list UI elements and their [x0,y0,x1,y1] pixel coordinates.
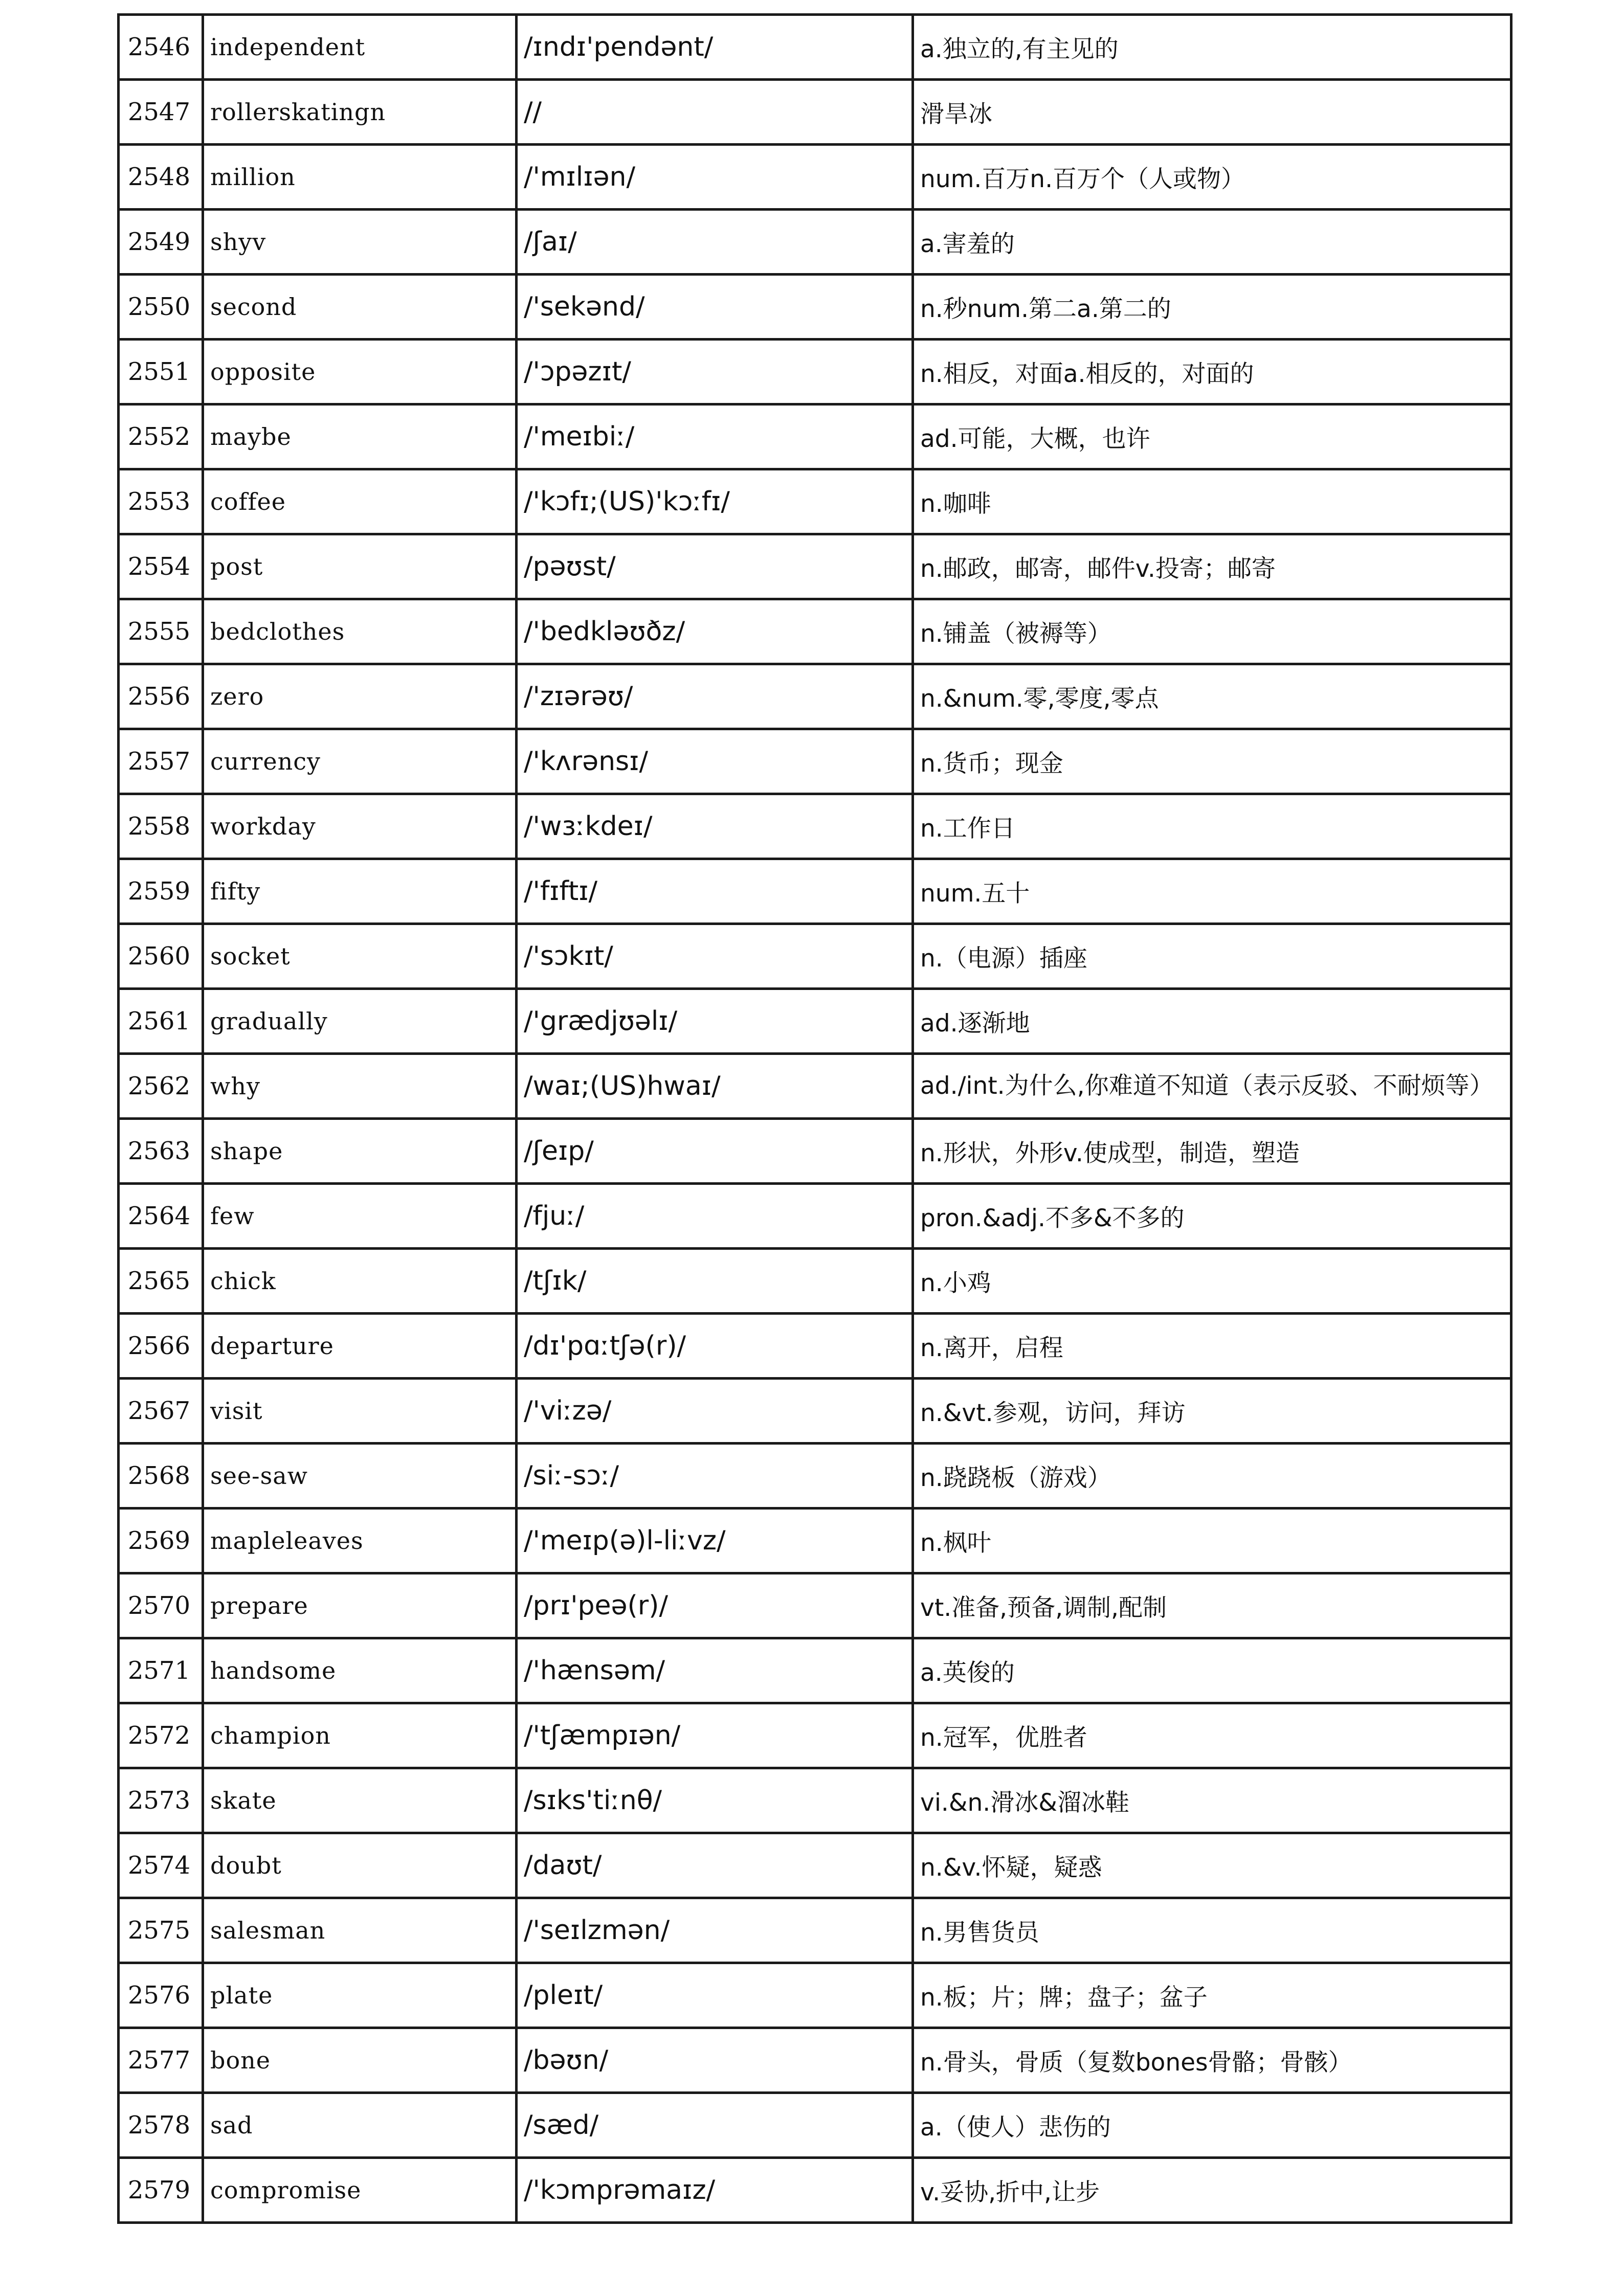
table-row [119,1379,1511,1444]
entry-number: 2568 [119,1444,203,1509]
table-row [119,1638,1511,1703]
table-row [119,534,1511,599]
entry-meaning: a.英俊的 [913,1638,1511,1703]
table-row [119,469,1511,534]
entry-word: departure [203,1314,517,1379]
entry-meaning: n.相反，对面a.相反的，对面的 [913,340,1511,404]
entry-number: 2575 [119,1898,203,1963]
entry-pronunciation: /'ɔpəzɪt/ [517,340,913,404]
table-row [119,859,1511,924]
entry-pronunciation: /sɪks'tiːnθ/ [517,1768,913,1833]
table-row [119,1898,1511,1963]
entry-word: shyv [203,210,517,275]
entry-number: 2562 [119,1054,203,1119]
entry-pronunciation: /ɪndɪ'pendənt/ [517,15,913,80]
entry-meaning: ad.逐渐地 [913,989,1511,1054]
entry-pronunciation: /'zɪərəʊ/ [517,664,913,729]
entry-pronunciation: /daʊt/ [517,1833,913,1898]
entry-word: handsome [203,1638,517,1703]
table-row [119,1314,1511,1379]
entry-word: socket [203,924,517,989]
entry-number: 2570 [119,1573,203,1638]
entry-number: 2577 [119,2028,203,2093]
entry-number: 2574 [119,1833,203,1898]
entry-meaning: n.小鸡 [913,1249,1511,1314]
entry-word: rollerskatingn [203,80,517,145]
entry-meaning: n.铺盖（被褥等） [913,599,1511,664]
entry-number: 2573 [119,1768,203,1833]
entry-pronunciation: /siː-sɔː/ [517,1444,913,1509]
entry-word: mapleleaves [203,1509,517,1573]
table-row [119,794,1511,859]
table-row [119,80,1511,145]
entry-pronunciation: /pleɪt/ [517,1963,913,2028]
table-row [119,2093,1511,2158]
entry-pronunciation: /'seɪlzmən/ [517,1898,913,1963]
entry-pronunciation: /bəʊn/ [517,2028,913,2093]
entry-pronunciation: /'wɜːkdeɪ/ [517,794,913,859]
entry-number: 2563 [119,1119,203,1184]
entry-meaning: n.枫叶 [913,1509,1511,1573]
entry-pronunciation: /'sekənd/ [517,275,913,340]
table-row [119,924,1511,989]
entry-pronunciation: /'mɪlɪən/ [517,145,913,210]
entry-meaning: n.男售货员 [913,1898,1511,1963]
entry-word: coffee [203,469,517,534]
entry-word: skate [203,1768,517,1833]
entry-number: 2565 [119,1249,203,1314]
table-row [119,1054,1511,1119]
table-row [119,275,1511,340]
table-row [119,340,1511,404]
entry-number: 2550 [119,275,203,340]
entry-word: few [203,1184,517,1249]
table-row [119,404,1511,469]
entry-number: 2549 [119,210,203,275]
entry-word: see-saw [203,1444,517,1509]
entry-pronunciation: /'kɔfɪ;(US)'kɔːfɪ/ [517,469,913,534]
entry-number: 2558 [119,794,203,859]
entry-pronunciation: /'meɪp(ə)l-liːvz/ [517,1509,913,1573]
entry-meaning: n.&v.怀疑，疑惑 [913,1833,1511,1898]
entry-word: doubt [203,1833,517,1898]
entry-word: bedclothes [203,599,517,664]
entry-meaning: vi.&n.滑冰&溜冰鞋 [913,1768,1511,1833]
table-row [119,729,1511,794]
entry-number: 2560 [119,924,203,989]
entry-pronunciation: /sæd/ [517,2093,913,2158]
entry-word: champion [203,1703,517,1768]
entry-pronunciation: /ʃaɪ/ [517,210,913,275]
table-row [119,599,1511,664]
entry-word: independent [203,15,517,80]
entry-word: visit [203,1379,517,1444]
table-row [119,1573,1511,1638]
entry-pronunciation: /'kʌrənsɪ/ [517,729,913,794]
entry-number: 2559 [119,859,203,924]
entry-word: maybe [203,404,517,469]
table-row [119,210,1511,275]
entry-pronunciation: /waɪ;(US)hwaɪ/ [517,1054,913,1119]
entry-pronunciation: /'viːzə/ [517,1379,913,1444]
entry-pronunciation: /pəʊst/ [517,534,913,599]
table-row [119,1119,1511,1184]
entry-pronunciation: /'tʃæmpɪən/ [517,1703,913,1768]
entry-meaning: num.百万n.百万个（人或物） [913,145,1511,210]
entry-word: second [203,275,517,340]
entry-meaning: n.秒num.第二a.第二的 [913,275,1511,340]
entry-pronunciation: /'meɪbiː/ [517,404,913,469]
table-row [119,1509,1511,1573]
table-row [119,2028,1511,2093]
entry-word: bone [203,2028,517,2093]
table-row [119,1703,1511,1768]
entry-meaning: a.独立的,有主见的 [913,15,1511,80]
table-row [119,1768,1511,1833]
entry-word: sad [203,2093,517,2158]
entry-meaning: n.邮政，邮寄，邮件v.投寄；邮寄 [913,534,1511,599]
entry-word: shape [203,1119,517,1184]
entry-meaning: a.（使人）悲伤的 [913,2093,1511,2158]
entry-meaning: n.跷跷板（游戏） [913,1444,1511,1509]
entry-word: post [203,534,517,599]
entry-number: 2571 [119,1638,203,1703]
entry-pronunciation: /prɪ'peə(r)/ [517,1573,913,1638]
entry-word: plate [203,1963,517,2028]
table-row [119,664,1511,729]
entry-pronunciation: /dɪ'pɑːtʃə(r)/ [517,1314,913,1379]
entry-number: 2553 [119,469,203,534]
table-row [119,15,1511,80]
entry-word: opposite [203,340,517,404]
entry-number: 2564 [119,1184,203,1249]
entry-pronunciation: /'kɔmprəmaɪz/ [517,2158,913,2223]
entry-meaning: pron.&adj.不多&不多的 [913,1184,1511,1249]
entry-pronunciation: /'sɔkɪt/ [517,924,913,989]
table-row [119,2158,1511,2223]
entry-number: 2546 [119,15,203,80]
vocabulary-table [117,13,1512,2224]
entry-word: compromise [203,2158,517,2223]
entry-meaning: num.五十 [913,859,1511,924]
entry-number: 2561 [119,989,203,1054]
entry-word: salesman [203,1898,517,1963]
entry-number: 2567 [119,1379,203,1444]
entry-meaning: n.骨头，骨质（复数bones骨骼；骨骸） [913,2028,1511,2093]
entry-word: workday [203,794,517,859]
entry-number: 2578 [119,2093,203,2158]
entry-meaning: n.形状，外形v.使成型，制造，塑造 [913,1119,1511,1184]
entry-meaning: n.工作日 [913,794,1511,859]
entry-number: 2579 [119,2158,203,2223]
entry-word: why [203,1054,517,1119]
entry-word: million [203,145,517,210]
entry-number: 2576 [119,1963,203,2028]
entry-pronunciation: /'grædjʊəlɪ/ [517,989,913,1054]
entry-number: 2555 [119,599,203,664]
entry-pronunciation: /fjuː/ [517,1184,913,1249]
entry-number: 2557 [119,729,203,794]
entry-pronunciation: // [517,80,913,145]
entry-pronunciation: /tʃɪk/ [517,1249,913,1314]
entry-number: 2566 [119,1314,203,1379]
entry-meaning: n.板；片；牌；盘子；盆子 [913,1963,1511,2028]
entry-pronunciation: /ʃeɪp/ [517,1119,913,1184]
table-row [119,145,1511,210]
entry-word: prepare [203,1573,517,1638]
entry-word: currency [203,729,517,794]
table-row [119,989,1511,1054]
entry-word: zero [203,664,517,729]
entry-number: 2551 [119,340,203,404]
entry-number: 2554 [119,534,203,599]
entry-number: 2572 [119,1703,203,1768]
vocabulary-table-body [119,15,1511,2223]
entry-word: fifty [203,859,517,924]
entry-meaning: ad./int.为什么,你难道不知道（表示反驳、不耐烦等） [913,1054,1511,1119]
table-row [119,1963,1511,2028]
entry-meaning: a.害羞的 [913,210,1511,275]
entry-meaning: n.咖啡 [913,469,1511,534]
entry-pronunciation: /'fɪftɪ/ [517,859,913,924]
table-row [119,1184,1511,1249]
entry-word: gradually [203,989,517,1054]
entry-meaning: vt.准备,预备,调制,配制 [913,1573,1511,1638]
entry-number: 2569 [119,1509,203,1573]
entry-number: 2547 [119,80,203,145]
entry-word: chick [203,1249,517,1314]
entry-meaning: n.（电源）插座 [913,924,1511,989]
entry-number: 2552 [119,404,203,469]
entry-meaning: n.货币；现金 [913,729,1511,794]
table-row [119,1833,1511,1898]
entry-meaning: n.&vt.参观，访问，拜访 [913,1379,1511,1444]
entry-pronunciation: /'bedkləʊðz/ [517,599,913,664]
entry-meaning: n.冠军，优胜者 [913,1703,1511,1768]
table-row [119,1444,1511,1509]
table-row [119,1249,1511,1314]
entry-number: 2548 [119,145,203,210]
entry-pronunciation: /'hænsəm/ [517,1638,913,1703]
entry-meaning: n.&num.零,零度,零点 [913,664,1511,729]
entry-meaning: ad.可能，大概，也许 [913,404,1511,469]
entry-meaning: v.妥协,折中,让步 [913,2158,1511,2223]
entry-meaning: 滑旱冰 [913,80,1511,145]
entry-meaning: n.离开，启程 [913,1314,1511,1379]
entry-number: 2556 [119,664,203,729]
